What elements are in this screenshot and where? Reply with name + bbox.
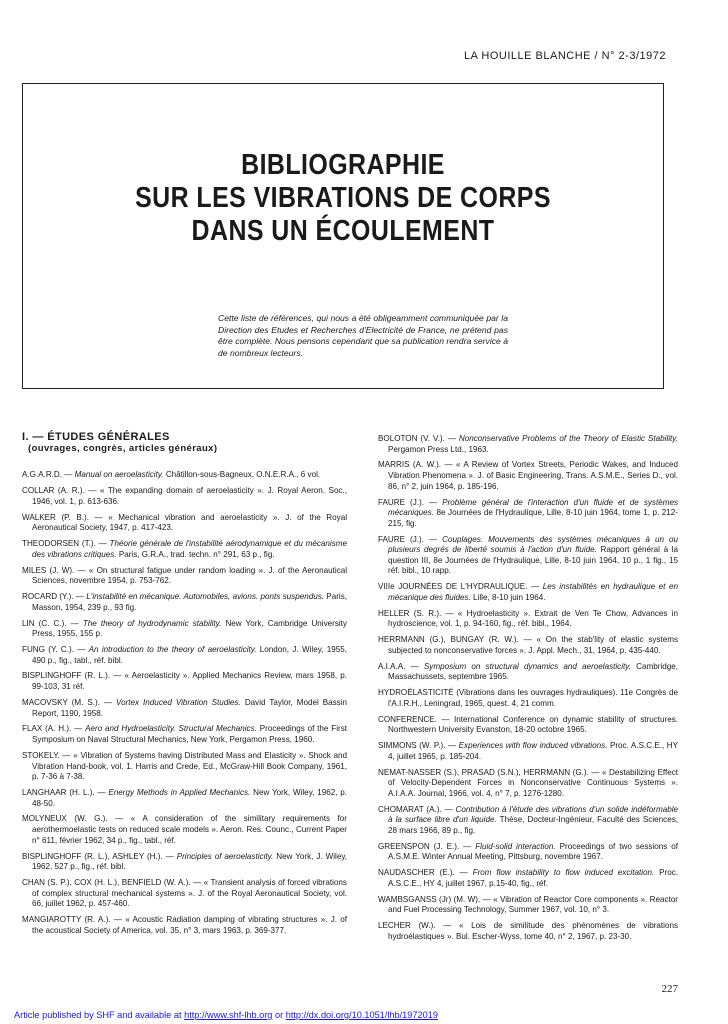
reference-entry bbox=[378, 921, 678, 942]
reference-entry bbox=[378, 609, 678, 630]
reference-author: MOLYNEUX (W. G.). — bbox=[22, 814, 124, 824]
reference-author: NAUDASCHER (E.). — bbox=[378, 868, 468, 878]
reference-entry bbox=[22, 513, 347, 534]
reference-title: Nonconservative Problems of the Theory of Elastic Stability. bbox=[458, 434, 679, 443]
reference-entry bbox=[378, 662, 678, 683]
reference-entry bbox=[22, 539, 347, 560]
reference-author: FAURE (J.). — bbox=[378, 497, 438, 507]
reference-entry bbox=[22, 671, 347, 692]
reference-author: COLLAR (A. R.). — bbox=[22, 486, 97, 496]
reference-entry bbox=[378, 460, 678, 492]
reference-entry bbox=[378, 741, 678, 762]
reference-details: Pergamon Press Ltd., 1963. bbox=[388, 444, 489, 454]
reference-details: Proc. A.S.C.E., HY 4, juillet 1965, p. 185-204. bbox=[388, 741, 678, 761]
footer-link-shf[interactable]: http://www.shf-lhb.org bbox=[184, 1010, 273, 1020]
reference-title: Manual on aeroelasticity. bbox=[74, 470, 164, 480]
footer-link-doi[interactable]: http://dx.doi.org/10.1051/lhb/1972019 bbox=[285, 1010, 438, 1020]
reference-details: « On structural fatigue under random loading ». J. of the Aeronautical Sciences, novembre 1954, p. 753-762. bbox=[32, 565, 348, 586]
reference-author: FUNG (Y. C.). — bbox=[22, 644, 86, 654]
reference-list-right bbox=[378, 434, 678, 943]
footer-text: or bbox=[272, 1010, 286, 1020]
reference-author: WAMBSGANSS (Jr) (M. W). — bbox=[378, 894, 491, 904]
reference-details: Rapport général à la question III, 8e Journées de l'Hydraulique, Lille, 8-10 juin 1964, 10 p., 1 fig., 15 réf. bibl., 10 rapp. bbox=[388, 545, 678, 576]
reference-entry bbox=[378, 715, 678, 736]
reference-details: « Transient analysis of forced vibrations of complex structural mechanical systems ». J. of the Royal Aeronautical Society, vol. 66, juillet 1962, p. 457-460. bbox=[32, 878, 347, 909]
reference-entry bbox=[378, 842, 678, 863]
reference-author: MILES (J. W). — bbox=[22, 565, 86, 575]
reference-author: HYDROÉLASTICITÉ bbox=[378, 688, 454, 698]
left-column bbox=[22, 432, 347, 942]
reference-author: CHOMARAT (A.). — bbox=[378, 804, 453, 814]
reference-details: « Acoustic Radiation damping of vibrating structures ». J. of the acoustical Society of America, vol. 35, n° 3, mars 1963, p. 369-377. bbox=[32, 915, 348, 935]
reference-author: SIMMONS (W. P.). — bbox=[378, 741, 457, 751]
reference-title: Théorie générale de l'instabilité aérodynamique et du mécanisme des vibrations critiques. bbox=[32, 539, 348, 559]
reference-details: « Hydroelasticity ». Extrait de Ven Te Chow, Advances in hydroscience, vol. 1, p. 94-160, fig., réf. bibl., 1964. bbox=[388, 608, 678, 629]
reference-details: « Mechanical vibration and aeroelasticity ». J. of the Royal Aeronautical Society, 1947, p. 417-423. bbox=[32, 512, 347, 533]
reference-entry bbox=[378, 535, 678, 577]
reference-entry bbox=[378, 688, 678, 709]
reference-entry bbox=[22, 878, 347, 910]
reference-details: New York, Wiley, 1962, p. 48-50. bbox=[32, 788, 348, 808]
reference-details: London, J. Wiley, 1955, 490 p., fig., tabl., réf. bibl. bbox=[32, 644, 348, 665]
reference-entry bbox=[378, 434, 678, 455]
reference-entry bbox=[378, 868, 678, 889]
reference-author: THEODORSEN (T.). — bbox=[22, 539, 107, 549]
reference-entry bbox=[22, 619, 347, 640]
reference-details: « Aeroelasticity ». Applied Mechanics Review, mars 1958, p. 99-103, 31 réf. bbox=[32, 671, 348, 692]
reference-details: Proc. A.S.C.E., HY 4, juillet 1967, p.15-40, fig., réf. bbox=[388, 868, 679, 888]
reference-author: LIN (C. C.). — bbox=[22, 618, 79, 628]
reference-author: MANGIAROTTY (R. A.). — bbox=[22, 915, 122, 925]
reference-author: CONFERENCE. — bbox=[378, 714, 450, 724]
page-number: 227 bbox=[661, 983, 678, 995]
reference-author: CHAN (S. P.), COX (H. L.), BENFIELD (W. A.). — bbox=[22, 878, 202, 888]
reference-details: Thèse, Docteur-Ingénieur, Faculté des Sciences, 28 mars 1966, 89 p., fig. bbox=[388, 815, 678, 835]
reference-author: HERRMANN (G.), BUNGAY (R. W.). — bbox=[378, 635, 532, 645]
reference-entry bbox=[22, 592, 347, 613]
reference-entry bbox=[378, 582, 678, 603]
reference-entry bbox=[22, 566, 347, 587]
reference-author: GREENSPON (J. E.). — bbox=[378, 841, 472, 851]
reference-entry bbox=[22, 751, 347, 783]
reference-author: MARRIS (A. W.). — bbox=[378, 460, 453, 470]
reference-author: A.G.A.R.D. — bbox=[22, 470, 73, 480]
reference-details: « Lois de similitude des phénomènes de vibrations hydroélastiques ». Bul. Escher-Wyss, tome 40, n° 2, 1967, p. 23-30. bbox=[388, 921, 678, 941]
reference-details: « On the stab'lity of elastic systems subjected to nonconservative forces ». J. Appl. Mech., 31, 1964, p. 435-440. bbox=[388, 635, 678, 655]
reference-entry bbox=[22, 724, 347, 745]
reference-details: « Destabilizing Effect of Velocity-Dependent Forces in Nonconservative Continuous Systems ». A.I.A.A. Journal, 1966, vol. 4, n° 7, p. 1276-1280. bbox=[388, 767, 679, 798]
reference-entry bbox=[22, 470, 347, 481]
reference-entry bbox=[22, 852, 347, 873]
reference-title: The theory of hydrodynamic stability. bbox=[82, 618, 222, 628]
title-line: BIBLIOGRAPHIE bbox=[241, 149, 445, 181]
reference-details: Châtillon-sous-Bagneux, O.N.E.R.A., 6 vol. bbox=[165, 470, 321, 480]
reference-title: Experiences with flow induced vibrations. bbox=[458, 741, 608, 751]
footer bbox=[14, 1010, 438, 1020]
reference-title: Aero and Hydroelasticity. Structural Mechanics. bbox=[85, 724, 257, 734]
reference-title: Contribution à l'étude des vibrations d'un solide indéformable à la surface libre d'un liquide. bbox=[388, 804, 678, 825]
reference-entry bbox=[22, 915, 347, 936]
reference-entry bbox=[378, 635, 678, 656]
reference-entry bbox=[22, 486, 347, 507]
title-box bbox=[22, 83, 664, 389]
reference-author: STOKELY. — bbox=[22, 750, 71, 760]
reference-details: 8e Journées de l'Hydraulique, Lille, 8-10 juin 1964, tome 1, p. 212-215, fig. bbox=[388, 508, 679, 528]
reference-details: « Vibration of Systems having Distributed Mass and Elasticity ». Shock and Vibration Hand-book, vol. 1. Harris and Crede, Ed., McGraw-Hill Book Company, 1961, p. 7-36 à 7-38. bbox=[32, 750, 347, 782]
reference-details: (Vibrations dans les ouvrages hydrauliques). 11e Congrès de l'A.I.R.H., Leningrad, 1965, quest. 4, 21 comm. bbox=[388, 688, 678, 708]
reference-title: An introduction to the theory of aeroelasticity. bbox=[88, 644, 257, 654]
reference-details: « Vibration of Reactor Core components ». Reactor and Fuel Processing Technology, Summer 1967, vol. 10, n° 3. bbox=[388, 894, 679, 915]
reference-title: Energy Methods in Applied Mechanics. bbox=[108, 788, 251, 797]
reference-title: Symposium on structural dynamics and aeroelasticity. bbox=[423, 661, 631, 671]
reference-details: Cambridge, Massachussets, septembre 1965. bbox=[388, 661, 678, 682]
reference-title: Vortex Induced Vibration Studies. bbox=[116, 697, 241, 707]
reference-details: « A Review of Vortex Streets, Periodic Wakes, and Induced Vibration Phenomena ». J. of Basic Engineering, Trans. A.S.M.E., Series D., vol. 86, n° 2, juin 1964, p. 185-196. bbox=[388, 460, 679, 491]
reference-author: NEMAT-NASSER (S.), PRASAD (S.N.), HERRMANN (G.). — bbox=[378, 767, 600, 777]
reference-details: Paris, G.R.A., trad. techn. n° 291, 63 p., fig. bbox=[118, 549, 275, 559]
reference-author: HELLER (S. R.). — bbox=[378, 608, 454, 618]
reference-author: ROCARD (Y.). — bbox=[22, 592, 84, 602]
reference-details: New York, J. Wiley, 1962, 527 p., fig., réf. bibl. bbox=[32, 851, 348, 872]
article-title bbox=[68, 149, 618, 248]
reference-author: FAURE (J.). — bbox=[378, 534, 438, 544]
reference-entry bbox=[22, 814, 347, 846]
reference-details: Proceedings of the First Symposium on Naval Structural Mechanics, New York, Pergamon Press, 1960. bbox=[32, 724, 347, 745]
reference-title: Les instabilités en hydraulique et en mécanique des fluides. bbox=[388, 582, 678, 602]
reference-details: David Taylor, Model Bassin Report, 1190, 1958. bbox=[32, 697, 348, 718]
right-column bbox=[378, 434, 678, 948]
reference-details: New York, Cambridge University Press, 1955, 155 p. bbox=[32, 618, 347, 639]
footer-text: Article published by SHF and available at bbox=[14, 1010, 185, 1020]
reference-entry bbox=[378, 805, 678, 837]
reference-details: Paris, Masson, 1954, 239 p., 93 fig. bbox=[32, 592, 347, 612]
title-line: SUR LES VIBRATIONS DE CORPS bbox=[135, 182, 551, 214]
reference-author: BOLOTON (V. V.). — bbox=[378, 434, 456, 443]
reference-title: Couplages. Mouvements des systèmes mécaniques à un ou plusieurs degrés de liberté soumis à l'action d'un fluide. bbox=[388, 534, 679, 555]
reference-entry bbox=[22, 788, 347, 809]
reference-author: MACOVSKY (M. S.). — bbox=[22, 697, 113, 707]
title-line: DANS UN ÉCOULEMENT bbox=[191, 215, 495, 247]
reference-details: « A consideration of the similitary requirements for aerothermoelastic tests on reduced scale models ». Aeron. Res. Counc., Current Paper n° 611, février 1962, 34 p., fig., tabl., réf. bbox=[32, 814, 347, 845]
reference-author: FLAX (A. H.). — bbox=[22, 724, 83, 734]
reference-title: Principles of aeroelasticity. bbox=[176, 851, 274, 861]
reference-title: Fluid-solid interaction. bbox=[475, 841, 556, 851]
reference-details: Lille, 8-10 juin 1964. bbox=[473, 592, 546, 602]
reference-title: Problème général de l'interaction d'un fluide et de systèmes mécaniques. bbox=[388, 497, 678, 518]
reference-author: LECHER (W.). — bbox=[378, 921, 452, 931]
reference-author: A.I.A.A. — bbox=[378, 661, 419, 671]
reference-author: BISPLINGHOFF (R. L.). — bbox=[22, 671, 122, 681]
reference-details: International Conference on dynamic stability of structures. Northwestern University Evanston, 18-20 octobre 1965. bbox=[388, 714, 678, 735]
intro-paragraph: Cette liste de références, qui nous a été obligeamment communiquée par la Direction des Etudes et Recherches d'Electricité de France, ne prétend pas être complète. Nous pensons cependant que sa publication rendra service à de nombreux lecteurs. bbox=[218, 313, 508, 358]
reference-author: BISPLINGHOFF (R. L.), ASHLEY (H.). — bbox=[22, 851, 174, 861]
reference-entry bbox=[378, 498, 678, 530]
reference-details: « The expanding domain of aeroelasticity ». J. Royal Aeron. Soc., 1946, vol. 1, p. 613-636. bbox=[32, 486, 347, 506]
reference-title: From flow instability to flow induced excitation. bbox=[472, 868, 655, 878]
reference-author: VIIIe JOURNÉES DE L'HYDRAULIQUE. — bbox=[378, 582, 540, 592]
reference-entry bbox=[378, 768, 678, 800]
reference-entry bbox=[378, 895, 678, 916]
section-heading: I. — ÉTUDES GÉNÉRALES bbox=[22, 431, 170, 443]
reference-author: LANGHAAR (H. L.). — bbox=[22, 788, 106, 797]
reference-list-left bbox=[22, 470, 347, 936]
reference-entry bbox=[22, 698, 347, 719]
reference-author: WALKER (P. B.). — bbox=[22, 512, 103, 522]
reference-details: Proceedings of two sessions of A.S.M.E. Winter Annual Meeting, Pittsburg, novembre 1967. bbox=[388, 841, 678, 862]
reference-entry bbox=[22, 645, 347, 666]
running-head: LA HOUILLE BLANCHE / N° 2-3/1972 bbox=[464, 50, 666, 62]
section-subheading: (ouvrages, congrès, articles généraux) bbox=[28, 442, 218, 454]
reference-title: L'instabilité en mécanique. Automobiles, avions. ponts suspendus. bbox=[86, 592, 324, 602]
